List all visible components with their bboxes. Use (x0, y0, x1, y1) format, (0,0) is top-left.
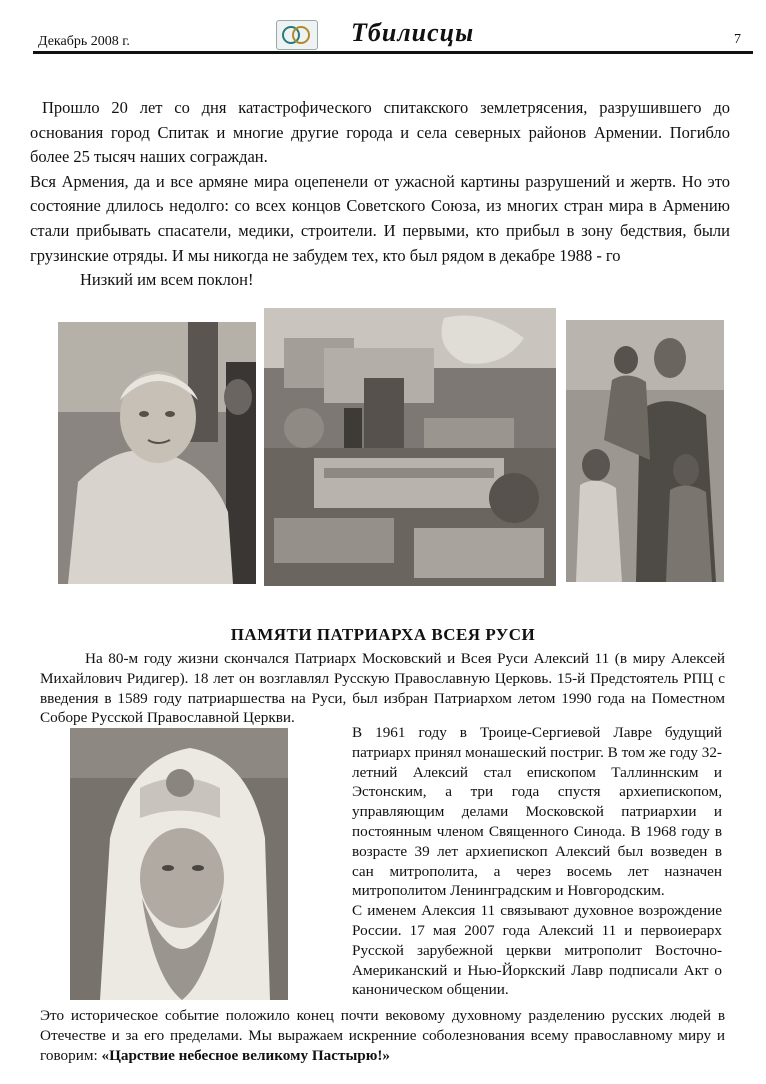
family-photo (566, 320, 724, 582)
article-lead (40, 649, 725, 728)
article-paragraph-4 (40, 1006, 725, 1065)
article-column (352, 723, 722, 1000)
article-closing (40, 1006, 725, 1065)
destroyed-city-photo (264, 308, 556, 586)
article-paragraph-3: С именем Алексия 11 связывают духовное возрождение России. 17 мая 2007 года Алексий 11 и первоиерарх Русской зарубежной церкви митрополит Восточно-Американский и Нью-Йоркский Лавр подписали Акт о каноническом общении. (352, 902, 722, 999)
man-portrait-photo (58, 322, 256, 584)
article-paragraph-2: В 1961 году в Троице-Сергиевой Лавре будущий патриарх принял монашеский постриг. В том же году 32-летний Алексий стал епископом Таллиннским и Эстонским, а три года спустя архиепископом, управляющим делами Московской патриархии и постоянным членом Священного Синода. В 1968 году в возрасте 39 лет архиепископ Алексий был возведен в сан митрополита, а через восемь лет назначен митрополитом Ленинградским и Новгородским. (352, 724, 722, 900)
page-header (33, 18, 753, 54)
issue-date: Декабрь 2008 г. (38, 34, 130, 49)
header-rule (33, 51, 753, 54)
circular-emblem-icon (276, 20, 318, 50)
intro-text (30, 96, 730, 293)
intro-paragraph-2: Вся Армения, да и все армяне мира оцепенели от ужасной картины разрушений и жертв. Но это состояние длилось недолго: со всех концов Советского Союза, из многих стран мира в Армению стали прибывать спасатели, медики, строители. И первыми, кто прибыл в зону бедствия, были грузинские отряды. И мы никогда не забудем тех, кто был рядом в декабре 1988 - го (30, 171, 730, 265)
intro-paragraph-1: Прошло 20 лет со дня катастрофического спитакского землетрясения, разрушившего до основания город Спитак и многие другие города и села северных районов Армении. Погибло более 25 тысяч наших сограждан. (30, 98, 730, 167)
article-headline: ПАМЯТИ ПАТРИАРХА ВСЕЯ РУСИ (230, 625, 536, 644)
patriarch-portrait-photo (70, 728, 288, 1000)
intro-paragraph-3: Низкий им всем поклон! (80, 270, 254, 290)
article-paragraph-4-text: Это историческое событие положило конец почти вековому духовному разделению русских людей в Отечестве и за его пределами. Мы выражаем искренние соболезнования всему православному миру и говорим: (40, 1007, 725, 1064)
page-number: 7 (734, 32, 741, 47)
closing-quote: «Царствие небесное великому Пастырю!» (101, 1046, 391, 1064)
article-paragraph-1: На 80-м году жизни скончался Патриарх Московский и Всея Руси Алексий 11 (в миру Алексей Михайлович Ридигер). 18 лет он возглавлял Русскую Православную Церковь. 15-й Предстоятель РПЦ с введения в 1589 году патриаршества на Руси, был избран Патриархом летом 1990 года на Поместном Соборе Русской Православной Церкви. (40, 650, 725, 727)
newspaper-title: Тбилисцы (351, 18, 475, 47)
